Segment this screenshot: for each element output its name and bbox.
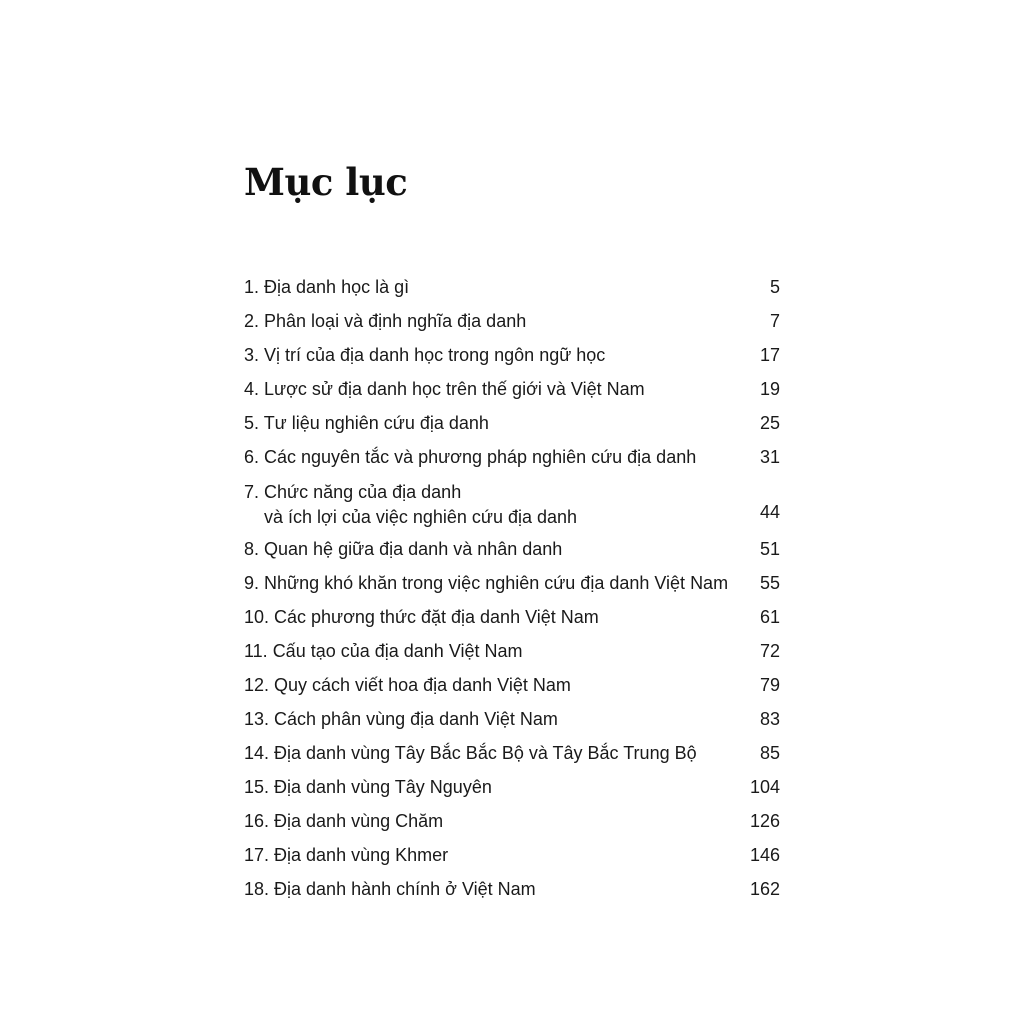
toc-entry-title: 8. Quan hệ giữa địa danh và nhân danh bbox=[244, 539, 563, 559]
toc-entry bbox=[244, 566, 780, 600]
toc-entry-page: 104 bbox=[749, 777, 780, 797]
toc-entry bbox=[244, 702, 780, 736]
toc-entry-title: 6. Các nguyên tắc và phương pháp nghiên cứu địa danh bbox=[244, 447, 697, 467]
toc-entry-page: 7 bbox=[769, 311, 780, 331]
toc-entry-title: 11. Cấu tạo của địa danh Việt Nam bbox=[244, 641, 523, 661]
toc-entry-page: 126 bbox=[749, 811, 780, 831]
toc-entry-title: 18. Địa danh hành chính ở Việt Nam bbox=[244, 879, 536, 899]
toc-entry bbox=[244, 634, 780, 668]
toc-entry-page: 72 bbox=[759, 641, 780, 661]
toc-entry bbox=[244, 838, 780, 872]
toc-entry bbox=[244, 532, 780, 566]
toc-entry-title: 1. Địa danh học là gì bbox=[244, 277, 410, 297]
toc-entry bbox=[244, 372, 780, 406]
toc-entry-title: 14. Địa danh vùng Tây Bắc Bắc Bộ và Tây Bắc Trung Bộ bbox=[244, 743, 697, 763]
toc-entry-title: 4. Lược sử địa danh học trên thế giới và Việt Nam bbox=[244, 379, 645, 399]
toc-entry bbox=[244, 770, 780, 804]
toc-entry bbox=[244, 338, 780, 372]
toc-entry-page: 146 bbox=[749, 845, 780, 865]
toc-entry-page: 85 bbox=[759, 743, 780, 763]
toc-entry bbox=[244, 270, 780, 304]
toc-entry-title: 5. Tư liệu nghiên cứu địa danh bbox=[244, 413, 489, 433]
toc-entry-page: 162 bbox=[749, 879, 780, 899]
toc-entry bbox=[244, 304, 780, 338]
toc-entry-title bbox=[244, 476, 577, 530]
toc-entry bbox=[244, 872, 780, 906]
toc-entry-page: 61 bbox=[759, 607, 780, 627]
toc-entry-page: 31 bbox=[759, 447, 780, 467]
toc-entry-title: 16. Địa danh vùng Chăm bbox=[244, 811, 444, 831]
toc-entry-page: 17 bbox=[759, 345, 780, 365]
toc-entry-page: 44 bbox=[759, 502, 780, 522]
toc-entry-page: 5 bbox=[769, 277, 780, 297]
toc-entry-title: 17. Địa danh vùng Khmer bbox=[244, 845, 449, 865]
toc-entry-page: 51 bbox=[759, 539, 780, 559]
toc-entry bbox=[244, 736, 780, 770]
table-of-contents bbox=[244, 270, 780, 906]
toc-entry-title: 12. Quy cách viết hoa địa danh Việt Nam bbox=[244, 675, 571, 695]
toc-entry-title: 15. Địa danh vùng Tây Nguyên bbox=[244, 777, 492, 797]
toc-entry bbox=[244, 440, 780, 474]
toc-entry-title: 13. Cách phân vùng địa danh Việt Nam bbox=[244, 709, 558, 729]
toc-entry bbox=[244, 474, 780, 532]
toc-entry-page: 79 bbox=[759, 675, 780, 695]
toc-entry-title: 10. Các phương thức đặt địa danh Việt Nam bbox=[244, 607, 599, 627]
toc-entry-title: 2. Phân loại và định nghĩa địa danh bbox=[244, 311, 527, 331]
toc-entry-page: 19 bbox=[759, 379, 780, 399]
toc-entry bbox=[244, 600, 780, 634]
page-title: Mục lục bbox=[244, 160, 408, 204]
toc-entry-page: 83 bbox=[759, 709, 780, 729]
toc-entry bbox=[244, 668, 780, 702]
toc-entry-title: 3. Vị trí của địa danh học trong ngôn ngữ học bbox=[244, 345, 606, 365]
toc-entry-page: 55 bbox=[759, 573, 780, 593]
toc-entry bbox=[244, 406, 780, 440]
toc-entry-title: 9. Những khó khăn trong việc nghiên cứu địa danh Việt Nam bbox=[244, 573, 729, 593]
toc-entry-page: 25 bbox=[759, 413, 780, 433]
toc-entry-title-line2: và ích lợi của việc nghiên cứu địa danh bbox=[264, 507, 578, 527]
toc-entry-title-line1: 7. Chức năng của địa danh bbox=[244, 482, 462, 502]
toc-entry bbox=[244, 804, 780, 838]
